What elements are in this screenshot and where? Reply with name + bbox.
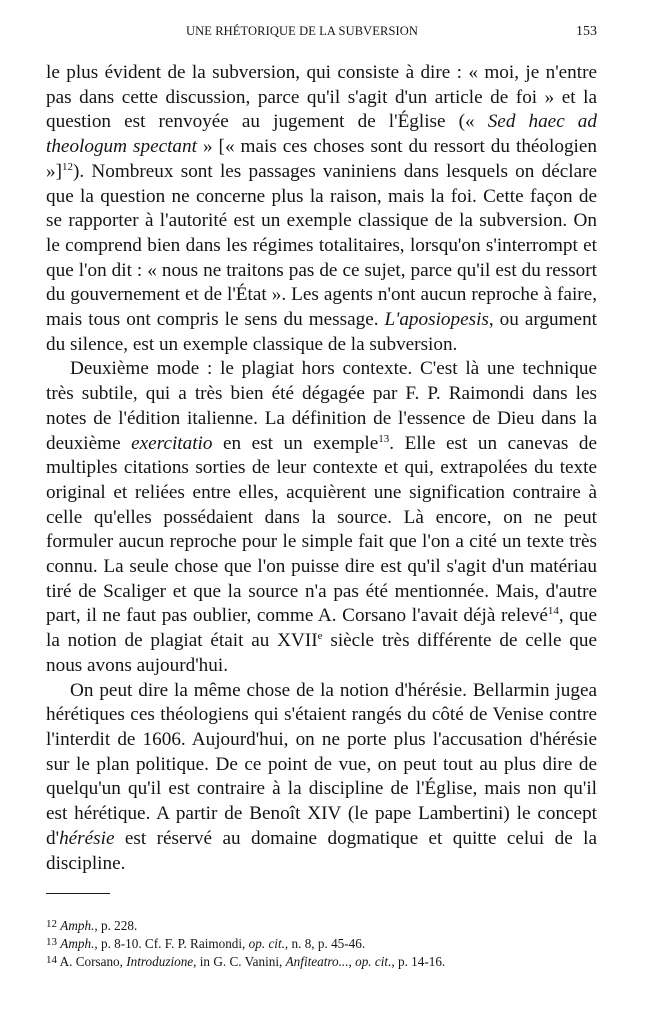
footnote-text: Introduzione	[126, 954, 194, 969]
century-superscript: e	[317, 630, 323, 643]
footnote-ref-13[interactable]: 13	[378, 432, 390, 445]
footnote-text: , n. 8, p. 45-46.	[284, 936, 366, 951]
footnote-text: Amph.	[60, 936, 95, 951]
footnote-text: , in G. C. Vanini,	[193, 954, 286, 969]
body-text	[46, 61, 597, 876]
book-page	[46, 0, 597, 1016]
footnote-text: , p. 8-10. Cf. F. P. Raimondi,	[94, 936, 249, 951]
paragraph-1: le plus évident de la subversion, qui consiste à dire : « moi, je n'entre pas dans cette discussion, parce qu'il s'agit d'un article de foi » et la question est renvoyée au jugement de l'Église (« Sed haec ad theologum spectant » [« mais ces choses sont du ressort du théologien »]$^{12}$). Nombreux sont les passages vaniniens dans lesquels on déclare que la question ne concerne plus la raison, mais la foi. Cette façon de se rapporter à l'autorité est un exemple classique de la subversion. On le comprend bien dans les régimes totalitaires, lorsqu'on s'interrompt et que l'on dit : « nous ne traitons pas de ce sujet, parce qu'il est du ressort du gouvernement et de l'État ». Les agents n'ont aucun reproche à faire, mais tous ont compris le sens du message. L'aposiopesis, ou argument du silence, est un exemple classique de la subversion.	[46, 62, 597, 355]
footnote-text: ,	[348, 954, 356, 969]
footnote-text: Anfiteatro...	[285, 954, 349, 969]
footnote-ref-14[interactable]: 14	[547, 605, 559, 618]
footnote-12	[46, 917, 597, 935]
paragraph-3: On peut dire la même chose de la notion d'hérésie. Bellarmin jugea hérétiques ces théologiens qui s'étaient rangés du côté de Venise contre l'interdit de 1606. Aujourd'hui, on ne porte plus l'accusation d'hérésie sur le plan politique. De ce point de vue, on peut tout au plus dire de quelqu'un qu'il est contraire à la discipline de l'Église, mais non qu'il est hérétique. A partir de Benoît XIV (le pape Lambertini) le concept d'hérésie est réservé au domaine dogmatique et quitte celui de la discipline.	[46, 679, 597, 874]
footnote-text: op. cit.	[355, 954, 392, 969]
page-number: 153	[576, 24, 597, 39]
running-head	[46, 24, 597, 42]
footnote-divider	[46, 893, 110, 894]
footnote-number: 13	[46, 936, 57, 948]
paragraph-2: Deuxième mode : le plagiat hors contexte. C'est là une technique très subtile, qui a très bien été dégagée par F. P. Raimondi dans les notes de l'édition italienne. La définition de l'essence de Dieu dans la deuxième exercitatio en est un exemple$^{13}$. Elle est un canevas de multiples citations sorties de leur contexte et qui, extrapolées du texte original et reliées entre elles, acquièrent une signification contraire à celle qu'elles possédaient dans la source. Là encore, on ne peut formuler aucun reproche pour le simple fait que l'on a cité un texte très connu. La seule chose que l'on puisse dire est qu'il s'agit d'un matériau tiré de Scaliger et que la source n'a pas été mentionnée. Mais, d'autre part, il ne faut pas oublier, comme A. Corsano l'avait déjà relevé$^{14}$, que la notion de plagiat était au XVIIe siècle très différente de celle que nous avons aujourd'hui.	[46, 358, 598, 676]
footnote-14	[46, 953, 597, 971]
footnote-text: A. Corsano,	[59, 954, 127, 969]
footnotes	[46, 917, 597, 971]
footnote-text: Amph.	[60, 918, 95, 933]
footnote-number: 12	[46, 918, 57, 930]
footnote-13	[46, 935, 597, 953]
footnote-number: 14	[46, 954, 57, 966]
running-title: UNE RHÉTORIQUE DE LA SUBVERSION	[186, 24, 419, 38]
footnote-text: , p. 14-16.	[391, 954, 446, 969]
footnote-text: op. cit.	[248, 936, 285, 951]
footnote-text: , p. 228.	[94, 918, 138, 933]
footnote-ref-12[interactable]: 12	[61, 160, 73, 173]
